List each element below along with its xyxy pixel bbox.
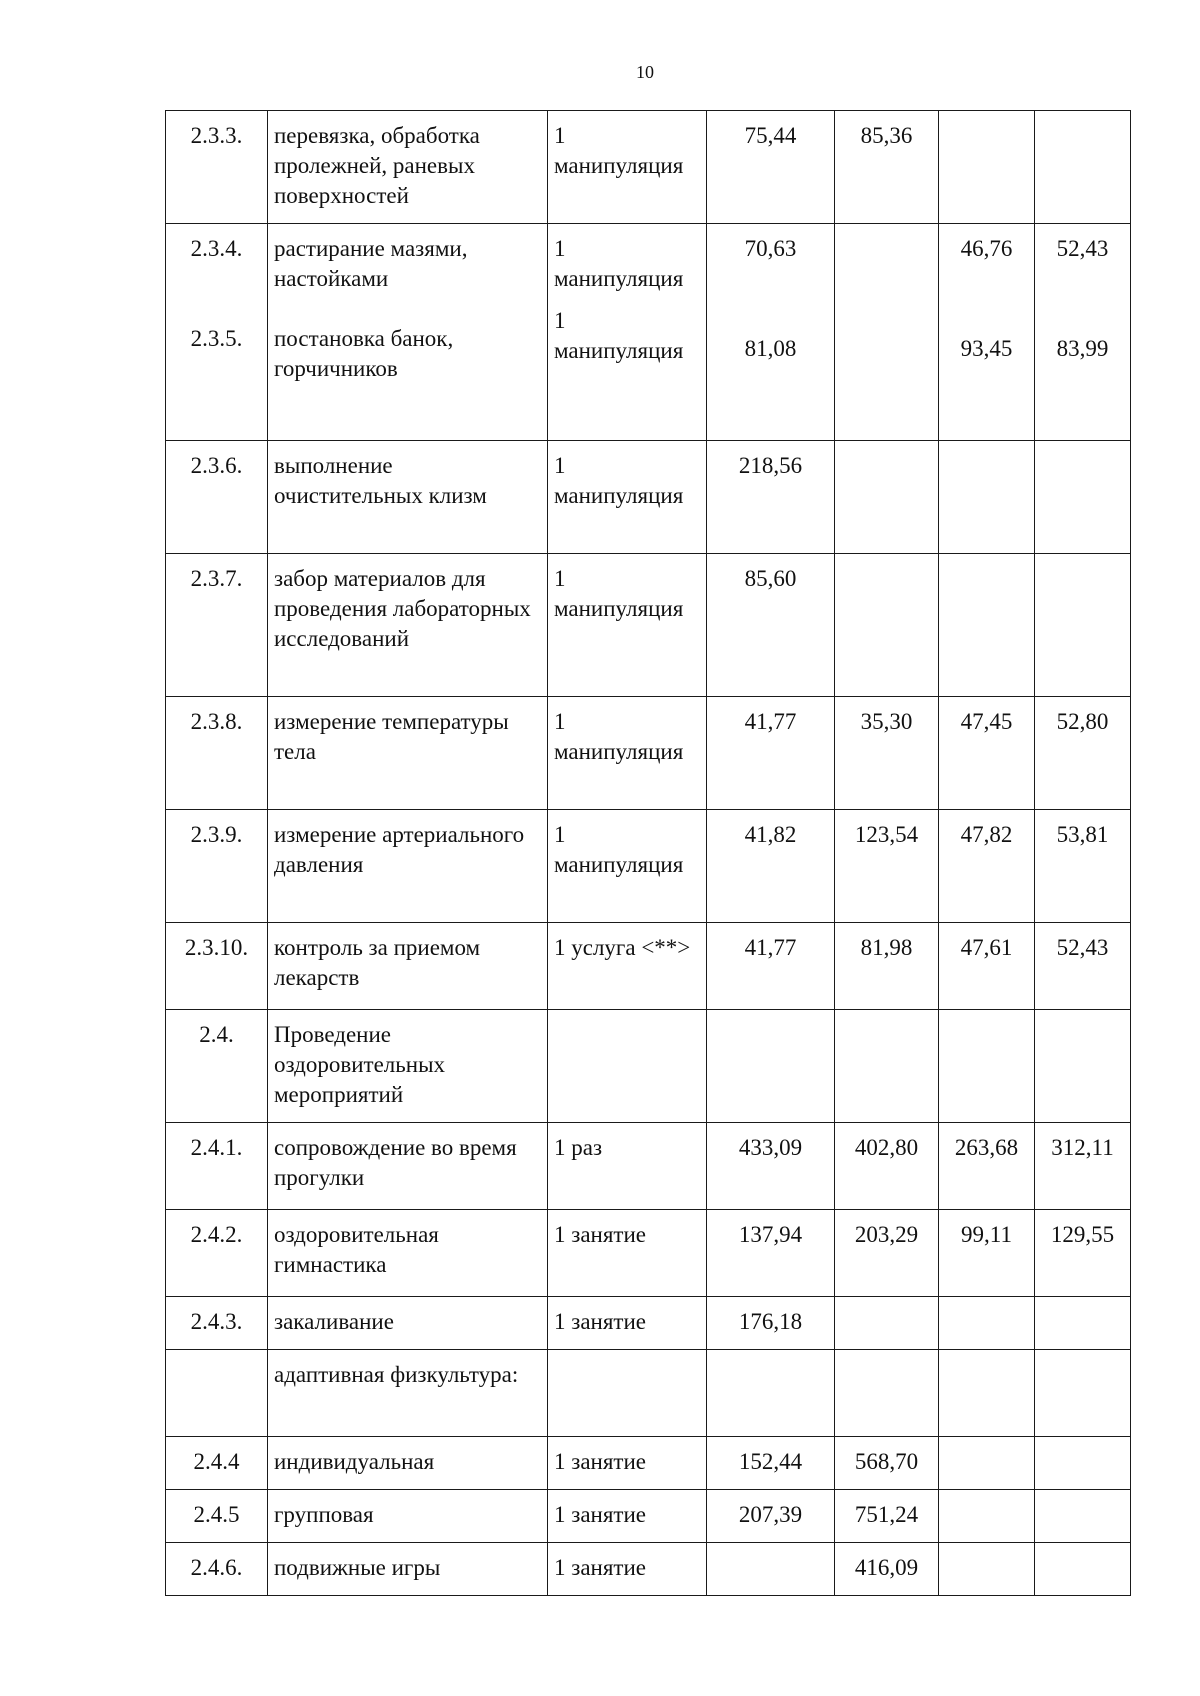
price-1: 41,82 <box>707 810 835 923</box>
section-name: Проведение оздоровительных мероприятий <box>268 1010 548 1123</box>
price-3 <box>939 554 1035 697</box>
price-1 <box>707 1543 835 1596</box>
table-row <box>166 111 1131 224</box>
table-subheader-row <box>166 1350 1131 1437</box>
price-4 <box>1035 1437 1131 1490</box>
item-name: измерение температуры тела <box>268 697 548 810</box>
item-code: 2.3.9. <box>166 810 268 923</box>
item-code: 2.4.3. <box>166 1297 268 1350</box>
item-name: индивидуальная <box>268 1437 548 1490</box>
item-code: 2.4.6. <box>166 1543 268 1596</box>
price-3: 99,11 <box>939 1210 1035 1297</box>
table-section-row <box>166 1010 1131 1123</box>
price-1: 70,63 <box>744 236 797 261</box>
item-name: постановка банок, горчичников <box>274 326 454 381</box>
table-row <box>166 1297 1131 1350</box>
price-2: 203,29 <box>835 1210 939 1297</box>
tariff-table <box>165 110 1131 1596</box>
item-unit <box>548 1010 707 1123</box>
price-1: 85,60 <box>707 554 835 697</box>
item-unit: 1 манипуляция <box>548 441 707 554</box>
item-code: 2.4.1. <box>166 1123 268 1210</box>
price-3 <box>939 1297 1035 1350</box>
price-3 <box>939 441 1035 554</box>
price-2: 751,24 <box>835 1490 939 1543</box>
item-unit: 1 манипуляция <box>548 810 707 923</box>
price-2 <box>835 1297 939 1350</box>
item-name: групповая <box>268 1490 548 1543</box>
price-3 <box>939 1350 1035 1437</box>
price-1: 218,56 <box>707 441 835 554</box>
subheader-name: адаптивная физкультура: <box>268 1350 548 1437</box>
price-4 <box>1035 1490 1131 1543</box>
price-4: 53,81 <box>1035 810 1131 923</box>
item-code <box>166 1350 268 1437</box>
price-3 <box>939 1543 1035 1596</box>
price-4 <box>1035 1010 1131 1123</box>
price-2: 416,09 <box>835 1543 939 1596</box>
price-3: 47,61 <box>939 923 1035 1010</box>
price-4 <box>1035 441 1131 554</box>
item-name: контроль за приемом лекарств <box>268 923 548 1010</box>
item-unit: 1 раз <box>548 1123 707 1210</box>
price-4: 83,99 <box>1056 336 1109 361</box>
price-1 <box>707 1350 835 1437</box>
item-code: 2.3.8. <box>166 697 268 810</box>
item-code: 2.4.4 <box>166 1437 268 1490</box>
price-1: 81,08 <box>744 336 797 361</box>
price-3 <box>939 1437 1035 1490</box>
item-name: сопровождение во время прогулки <box>268 1123 548 1210</box>
item-code: 2.3.3. <box>166 111 268 224</box>
price-4 <box>1035 554 1131 697</box>
item-code: 2.4.2. <box>166 1210 268 1297</box>
price-1: 137,94 <box>707 1210 835 1297</box>
table-row <box>166 1210 1131 1297</box>
price-4 <box>1035 111 1131 224</box>
price-2: 85,36 <box>835 111 939 224</box>
price-1: 433,09 <box>707 1123 835 1210</box>
table-row <box>166 810 1131 923</box>
item-unit: 1 услуга <**> <box>548 923 707 1010</box>
table-row <box>166 923 1131 1010</box>
item-unit: 1 занятие <box>548 1543 707 1596</box>
price-2 <box>835 554 939 697</box>
item-code: 2.3.7. <box>166 554 268 697</box>
item-name: выполнение очистительных клизм <box>268 441 548 554</box>
item-name: подвижные игры <box>268 1543 548 1596</box>
table-row <box>166 1437 1131 1490</box>
price-3: 47,82 <box>939 810 1035 923</box>
item-unit: 1 занятие <box>548 1297 707 1350</box>
item-unit: 1 занятие <box>548 1210 707 1297</box>
price-1: 75,44 <box>707 111 835 224</box>
price-1: 152,44 <box>707 1437 835 1490</box>
table-row <box>166 697 1131 810</box>
price-1: 176,18 <box>707 1297 835 1350</box>
item-unit: 1 манипуляция <box>548 554 707 697</box>
price-1 <box>707 1010 835 1123</box>
price-4 <box>1035 1350 1131 1437</box>
item-name: растирание мазями, настойками <box>274 236 468 291</box>
price-3: 263,68 <box>939 1123 1035 1210</box>
item-code: 2.3.10. <box>166 923 268 1010</box>
price-2: 35,30 <box>835 697 939 810</box>
price-1: 207,39 <box>707 1490 835 1543</box>
price-4 <box>1035 1297 1131 1350</box>
section-code: 2.4. <box>166 1010 268 1123</box>
price-4: 52,43 <box>1035 923 1131 1010</box>
item-unit: 1 занятие <box>548 1437 707 1490</box>
price-4: 129,55 <box>1035 1210 1131 1297</box>
page-number: 10 <box>636 62 654 82</box>
price-3 <box>939 1490 1035 1543</box>
price-3: 46,76 <box>960 236 1013 261</box>
price-4: 52,80 <box>1035 697 1131 810</box>
price-2: 402,80 <box>835 1123 939 1210</box>
item-name: перевязка, обработка пролежней, раневых поверхностей <box>268 111 548 224</box>
item-code: 2.3.5. <box>190 326 243 351</box>
price-2: 123,54 <box>835 810 939 923</box>
item-code: 2.3.4. <box>190 236 243 261</box>
price-2 <box>835 1350 939 1437</box>
table-row-group <box>166 224 1131 441</box>
item-unit: 1 манипуляция <box>554 236 684 291</box>
price-2 <box>835 1010 939 1123</box>
item-unit: 1 манипуляция <box>554 308 684 363</box>
item-name: оздоровительная гимнастика <box>268 1210 548 1297</box>
price-4: 52,43 <box>1056 236 1109 261</box>
table-row <box>166 441 1131 554</box>
price-3: 93,45 <box>960 336 1013 361</box>
price-2 <box>835 441 939 554</box>
table-row <box>166 1543 1131 1596</box>
table-row <box>166 1123 1131 1210</box>
table-row <box>166 554 1131 697</box>
table-row <box>166 1490 1131 1543</box>
price-1: 41,77 <box>707 697 835 810</box>
item-name: измерение артериального давления <box>268 810 548 923</box>
price-3 <box>939 1010 1035 1123</box>
price-1: 41,77 <box>707 923 835 1010</box>
price-2: 568,70 <box>835 1437 939 1490</box>
price-2: 81,98 <box>835 923 939 1010</box>
item-name: закаливание <box>268 1297 548 1350</box>
price-4 <box>1035 1543 1131 1596</box>
item-code: 2.4.5 <box>166 1490 268 1543</box>
item-name: забор материалов для проведения лабораторных исследований <box>268 554 548 697</box>
item-unit <box>548 1350 707 1437</box>
price-3: 47,45 <box>939 697 1035 810</box>
item-unit: 1 манипуляция <box>548 697 707 810</box>
item-unit: 1 манипуляция <box>548 111 707 224</box>
item-unit: 1 занятие <box>548 1490 707 1543</box>
price-4: 312,11 <box>1035 1123 1131 1210</box>
item-code: 2.3.6. <box>166 441 268 554</box>
price-3 <box>939 111 1035 224</box>
